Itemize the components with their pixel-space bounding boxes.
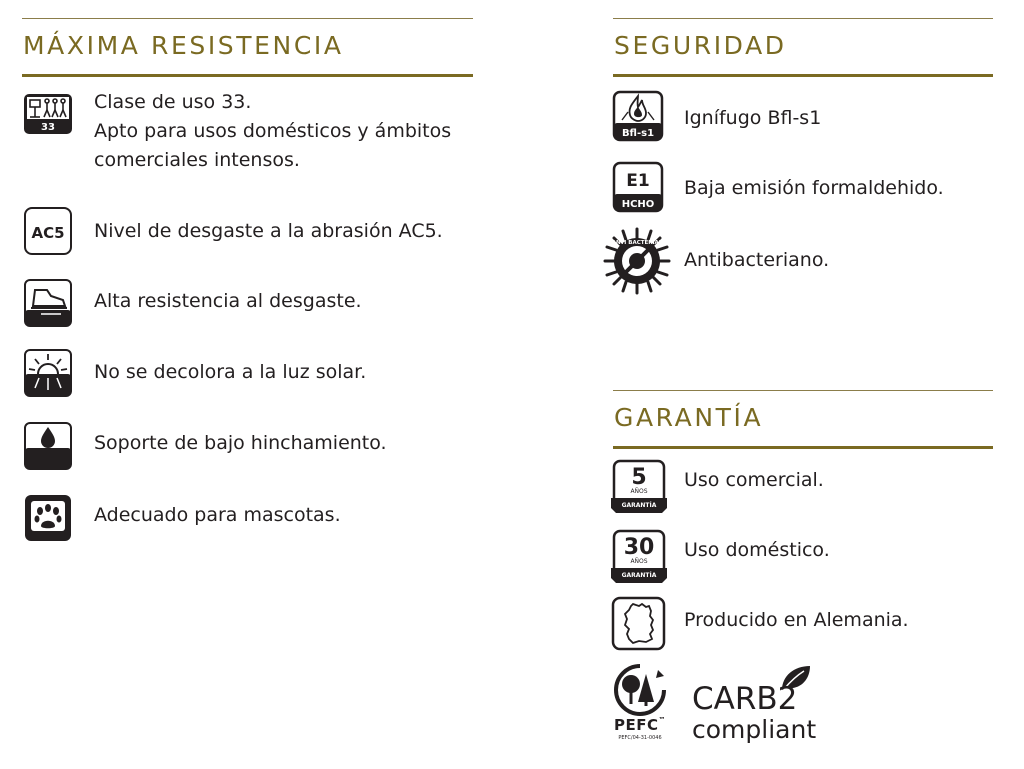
paw-print-icon bbox=[23, 493, 73, 543]
pefc-code: PEFC/04-31-0046 bbox=[618, 735, 662, 741]
feature-swelling-text: Soporte de bajo hinchamiento. bbox=[94, 432, 387, 454]
warranty-5-label: GARANTÍA bbox=[621, 502, 657, 509]
feature-fire bbox=[612, 90, 821, 142]
feature-pets-text: Adecuado para mascotas. bbox=[94, 504, 341, 526]
warranty-30-number: 30 bbox=[623, 535, 655, 560]
pefc-label: PEFC™ bbox=[614, 716, 666, 734]
carb2-title: CARB2 bbox=[692, 681, 798, 717]
shoe-wear-icon bbox=[23, 278, 73, 328]
warranty-top-rule bbox=[613, 390, 993, 391]
feature-warranty-domestic-text: Uso doméstico. bbox=[684, 539, 830, 561]
hcho-badge: HCHO bbox=[621, 199, 655, 210]
resistance-top-rule bbox=[22, 18, 473, 19]
feature-warranty-commercial bbox=[610, 458, 824, 516]
feature-use-class-text: Clase de uso 33. Apto para usos domésticos y ámbitos comerciales intensos. bbox=[94, 91, 452, 171]
warranty-30-label: GARANTÍA bbox=[621, 572, 657, 579]
feature-fire-text: Ignífugo Bfl-s1 bbox=[684, 107, 822, 129]
warranty-30-unit: AÑOS bbox=[630, 558, 648, 565]
fire-class-badge: Bfl-s1 bbox=[621, 128, 655, 139]
use-class-badge: 33 bbox=[41, 122, 55, 133]
feature-wear-text: Alta resistencia al desgaste. bbox=[94, 290, 362, 312]
feature-ac5-text: Nivel de desgaste a la abrasión AC5. bbox=[94, 220, 443, 242]
feature-e1-text: Baja emisión formaldehido. bbox=[684, 177, 944, 199]
safety-title-underline bbox=[613, 74, 993, 77]
feature-warranty-domestic bbox=[610, 528, 830, 586]
ac5-badge: AC5 bbox=[31, 224, 65, 242]
carb2-subtitle: compliant bbox=[692, 715, 817, 744]
carb2-logo bbox=[692, 682, 832, 748]
feature-ac5 bbox=[23, 206, 443, 256]
sun-fade-icon bbox=[23, 348, 73, 398]
warranty-30-years-icon bbox=[610, 528, 668, 586]
antibacterial-badge: ANTI BACTERIAL bbox=[611, 240, 663, 246]
feature-antibacterial-text: Antibacteriano. bbox=[684, 249, 830, 271]
feature-e1 bbox=[612, 161, 944, 213]
antibacterial-icon bbox=[603, 227, 671, 295]
warranty-title-underline bbox=[613, 446, 993, 449]
e1-badge: E1 bbox=[626, 171, 650, 191]
feature-sun-text: No se decolora a la luz solar. bbox=[94, 361, 367, 383]
resistance-title-underline bbox=[22, 74, 473, 77]
water-drop-icon bbox=[23, 421, 73, 471]
e1-hcho-icon bbox=[612, 161, 664, 213]
feature-swelling bbox=[23, 421, 387, 471]
section-title-safety: SEGURIDAD bbox=[614, 31, 787, 60]
feature-use-class bbox=[23, 88, 451, 175]
feature-warranty-commercial-text: Uso comercial. bbox=[684, 469, 824, 491]
ac5-icon bbox=[23, 206, 73, 256]
feature-made-in-germany bbox=[611, 596, 909, 651]
feature-sun bbox=[23, 348, 366, 398]
warranty-5-number: 5 bbox=[631, 465, 647, 490]
feature-wear bbox=[23, 278, 362, 328]
feature-made-in-germany-text: Producido en Alemania. bbox=[684, 609, 909, 631]
section-title-warranty: GARANTÍA bbox=[614, 403, 764, 432]
feature-pets bbox=[23, 493, 341, 543]
section-title-resistance: MÁXIMA RESISTENCIA bbox=[23, 31, 344, 60]
warranty-5-years-icon bbox=[610, 458, 668, 516]
feature-antibacterial bbox=[603, 227, 829, 295]
germany-map-icon bbox=[611, 596, 666, 651]
safety-top-rule bbox=[613, 18, 993, 19]
use-class-33-icon bbox=[23, 88, 73, 138]
fire-retardant-icon bbox=[612, 90, 664, 142]
pefc-tree-icon bbox=[606, 662, 674, 718]
warranty-5-unit: AÑOS bbox=[630, 488, 648, 495]
